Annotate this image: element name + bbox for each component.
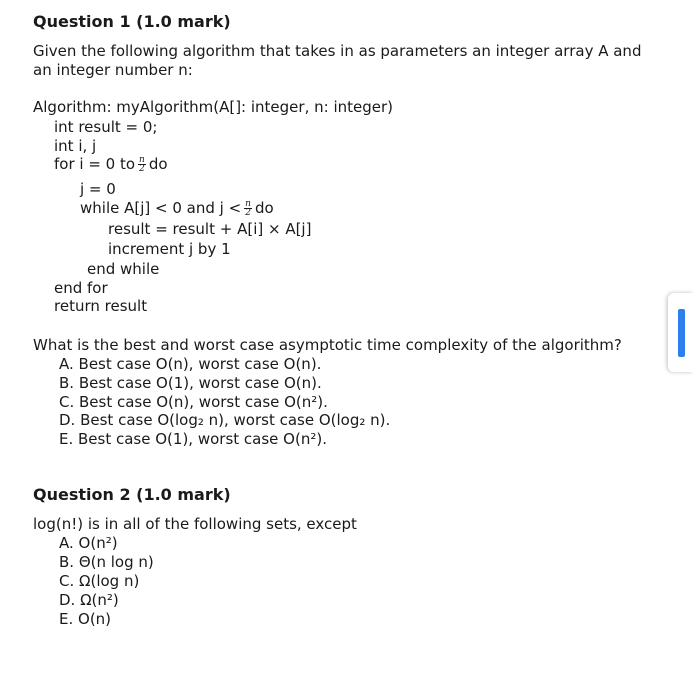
q1-heading: Question 1 (1.0 mark)	[33, 12, 231, 31]
n-over-2-fraction	[138, 156, 146, 173]
q1-intro-line2: an integer number n:	[33, 61, 193, 79]
while-prefix: while A[j] < 0 and j <	[80, 199, 242, 217]
q2-option-c[interactable]: C. Ω(log n)	[59, 572, 140, 590]
q1-question: What is the best and worst case asymptotic time complexity of the algorithm?	[33, 336, 622, 354]
q2-option-b[interactable]: B. Θ(n log n)	[59, 553, 154, 571]
algo-line-accumulate: result = result + A[i] × A[j]	[108, 220, 312, 238]
algo-line-int-ij: int i, j	[54, 137, 97, 155]
fraction-numerator: n	[245, 199, 251, 209]
for-suffix: do	[148, 155, 168, 173]
drawer-handle-icon	[678, 309, 685, 357]
fraction-denominator: 2	[245, 208, 251, 218]
algo-line-j-init: j = 0	[80, 180, 116, 198]
algo-line-end-while: end while	[87, 260, 160, 278]
algo-line-increment: increment j by 1	[108, 240, 231, 258]
q1-option-e[interactable]: E. Best case O(1), worst case O(n²).	[59, 430, 327, 448]
q2-option-a[interactable]: A. O(n²)	[59, 534, 118, 552]
side-drawer-tab[interactable]	[668, 293, 693, 372]
n-over-2-fraction	[244, 200, 252, 217]
fraction-numerator: n	[139, 155, 145, 165]
algo-header: Algorithm: myAlgorithm(A[]: integer, n: integer)	[33, 98, 393, 116]
q2-option-e[interactable]: E. O(n)	[59, 610, 112, 628]
q1-option-c[interactable]: C. Best case O(n), worst case O(n²).	[59, 393, 328, 411]
algo-line-end-for: end for	[54, 279, 108, 297]
q1-intro-line1: Given the following algorithm that takes in as parameters an integer array A and	[33, 42, 642, 60]
q1-option-d[interactable]: D. Best case O(log₂ n), worst case O(log₂ n).	[59, 411, 391, 429]
q2-option-d[interactable]: D. Ω(n²)	[59, 591, 119, 609]
algo-line-while	[80, 199, 274, 217]
q2-heading: Question 2 (1.0 mark)	[33, 485, 231, 504]
algo-line-result-init: int result = 0;	[54, 118, 158, 136]
q2-prompt: log(n!) is in all of the following sets, except	[33, 515, 357, 533]
for-prefix: for i = 0 to	[54, 155, 136, 173]
while-suffix: do	[254, 199, 274, 217]
fraction-denominator: 2	[139, 164, 145, 174]
algo-line-for	[54, 155, 168, 173]
q1-option-b[interactable]: B. Best case O(1), worst case O(n).	[59, 374, 322, 392]
q1-option-a[interactable]: A. Best case O(n), worst case O(n).	[59, 355, 322, 373]
algo-line-return: return result	[54, 297, 148, 315]
